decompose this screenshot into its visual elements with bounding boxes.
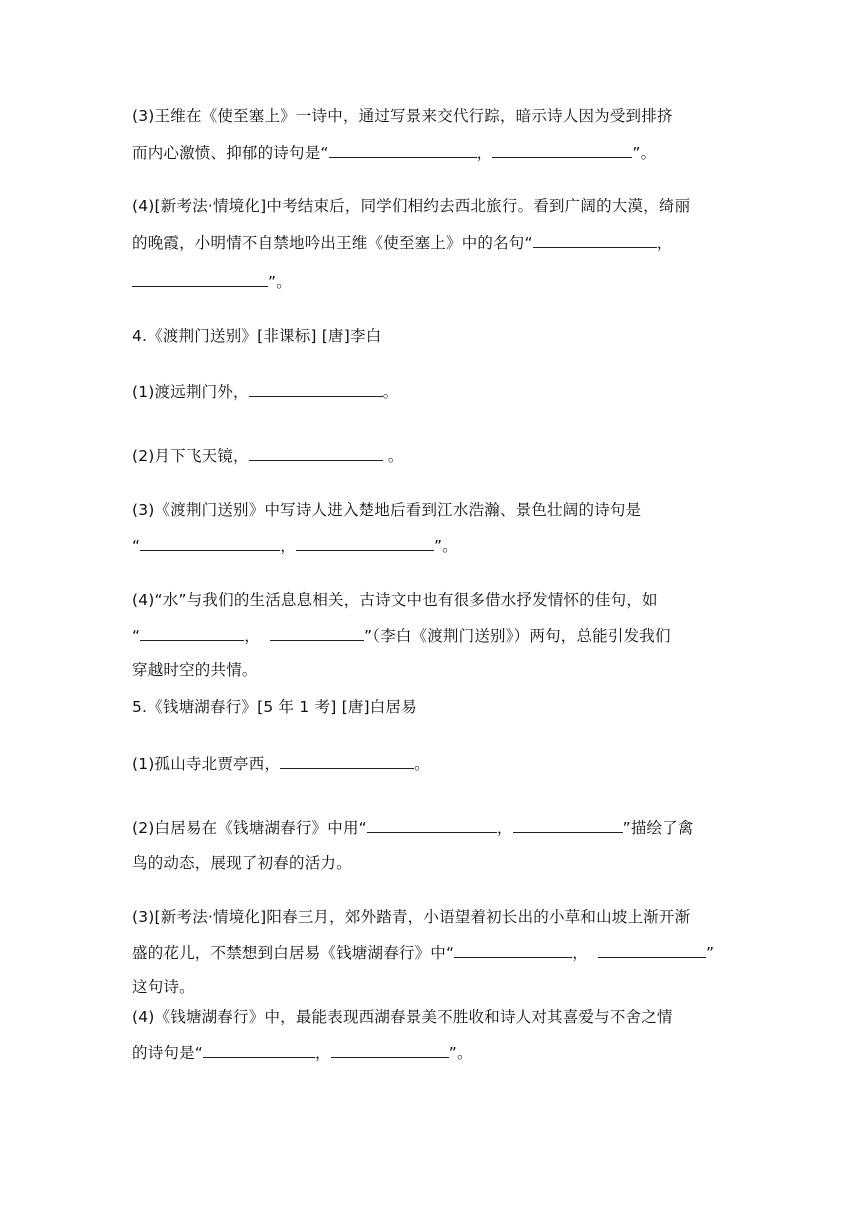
question-text: ，: [496, 819, 513, 837]
question-text: ”（李白《渡荆门送别》）两句，总能引发我们: [363, 627, 671, 645]
answer-blank[interactable]: [513, 818, 623, 833]
answer-blank[interactable]: [367, 818, 497, 833]
answer-blank[interactable]: [598, 943, 706, 958]
question-3-3-line-1: [132, 106, 732, 126]
question-text: 的诗句是“: [132, 1044, 204, 1062]
question-5-1: [132, 754, 732, 774]
question-text: ，: [280, 537, 296, 555]
question-text: ”。: [448, 1044, 473, 1062]
answer-blank[interactable]: [329, 143, 477, 158]
question-text: 的晚霞，小明情不自禁地吟出王维《使至塞上》中的名句“: [132, 234, 533, 252]
question-text: ，: [315, 1044, 331, 1062]
question-text: 穿越时空的共情。: [132, 661, 258, 679]
question-5-3-line-2: [132, 943, 732, 963]
section-4-heading: [132, 326, 732, 346]
question-text: (4)《钱塘湖春行》中，最能表现西湖春景美不胜收和诗人对其喜爱与不舍之情: [132, 1008, 673, 1026]
question-5-4-line-1: [132, 1007, 732, 1027]
question-text: ”: [705, 944, 715, 962]
answer-blank[interactable]: [270, 626, 364, 641]
question-text: ，: [244, 627, 260, 645]
question-5-4-line-2: [132, 1043, 732, 1063]
answer-blank[interactable]: [454, 943, 572, 958]
question-4-4-line-3: [132, 660, 732, 680]
answer-blank[interactable]: [296, 536, 434, 551]
question-text: (1)孤山寺北贾亭西，: [132, 755, 281, 773]
question-5-2-line-2: [132, 853, 732, 873]
question-text: (1)渡远荆门外，: [132, 383, 249, 401]
question-text: (4)“水”与我们的生活息息相关，古诗文中也有很多借水抒发情怀的佳句，如: [132, 591, 658, 609]
question-text: “: [132, 537, 141, 555]
question-text: “: [132, 627, 141, 645]
question-text: ，: [476, 144, 493, 162]
question-text: 而内心激愤、抑郁的诗句是“: [132, 144, 329, 162]
question-text: (3)[新考法·情境化]阳春三月，郊外踏青，小语望着初长出的小草和山坡上渐开渐: [132, 908, 691, 926]
question-4-3-line-2: [132, 536, 732, 556]
section-5-heading: [132, 697, 732, 717]
question-text: (4)[新考法·情境化]中考结束后，同学们相约去西北旅行。看到广阔的大漠，绮丽: [132, 197, 691, 215]
question-4-4-line-1: [132, 590, 732, 610]
question-3-4-line-1: [132, 196, 732, 216]
question-text: 。: [382, 383, 399, 401]
question-text: ”。: [632, 144, 657, 162]
question-text: 这句诗。: [132, 978, 195, 996]
section-title: 5.《钱塘湖春行》[5 年 1 考] [唐]白居易: [132, 698, 417, 716]
question-5-3-line-3: [132, 977, 732, 997]
answer-blank[interactable]: [132, 272, 268, 287]
question-text: ”描绘了禽: [622, 819, 694, 837]
question-text: (2)月下飞天镜，: [132, 447, 249, 465]
answer-blank[interactable]: [331, 1043, 449, 1058]
question-4-4-line-2: [132, 626, 732, 646]
question-text: 。: [414, 755, 430, 773]
question-text: ，: [656, 234, 673, 252]
question-3-3-line-2: [132, 143, 732, 163]
question-text: 盛的花儿，不禁想到白居易《钱塘湖春行》中“: [132, 944, 455, 962]
question-text: (2)白居易在《钱塘湖春行》中用“: [132, 819, 367, 837]
section-title: 4.《渡荆门送别》[非课标] [唐]李白: [132, 327, 382, 345]
answer-blank[interactable]: [249, 382, 383, 397]
question-text: (3)《渡荆门送别》中写诗人进入楚地后看到江水浩瀚、景色壮阔的诗句是: [132, 501, 642, 519]
question-4-2: [132, 446, 732, 466]
question-text: 。: [382, 447, 404, 465]
question-text: (3)王维在《使至塞上》一诗中，通过写景来交代行踪，暗示诗人因为受到排挤: [132, 107, 673, 125]
answer-blank[interactable]: [533, 233, 657, 248]
question-text: ”。: [433, 537, 458, 555]
question-3-4-line-2: [132, 233, 732, 253]
question-text: ”。: [268, 273, 292, 291]
answer-blank[interactable]: [140, 626, 244, 641]
answer-blank[interactable]: [492, 143, 632, 158]
question-4-1: [132, 382, 732, 402]
question-3-4-line-3: [132, 272, 732, 292]
answer-blank[interactable]: [249, 446, 383, 461]
question-5-3-line-1: [132, 907, 732, 927]
answer-blank[interactable]: [203, 1043, 315, 1058]
question-4-3-line-1: [132, 500, 732, 520]
answer-blank[interactable]: [140, 536, 280, 551]
question-text: ，: [572, 944, 588, 962]
question-text: 鸟的动态，展现了初春的活力。: [132, 854, 352, 872]
question-5-2-line-1: [132, 818, 732, 838]
answer-blank[interactable]: [280, 754, 414, 769]
